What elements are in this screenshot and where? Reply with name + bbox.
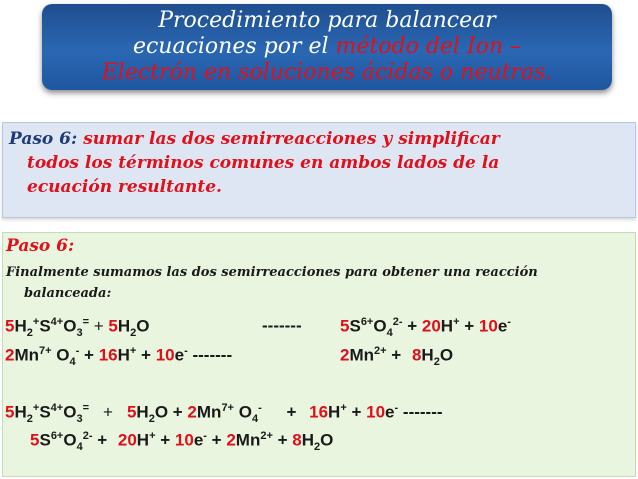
symbol: O: [373, 316, 387, 336]
main-intro: [6, 262, 630, 304]
symbol: S: [349, 316, 361, 336]
title-line-2-a: ecuaciones por el: [132, 34, 336, 59]
charge: 2+: [260, 430, 273, 442]
symbol: S: [39, 316, 51, 336]
symbol: S: [39, 402, 51, 422]
symbol: H: [440, 316, 454, 336]
charge: +: [32, 402, 40, 414]
coef: 8: [292, 430, 302, 450]
symbol: H: [14, 316, 27, 336]
charge: =: [82, 316, 89, 328]
plus: +: [92, 430, 112, 450]
equation-sum-right: [30, 430, 333, 453]
charge: +: [149, 430, 156, 442]
subscript: 2: [314, 441, 321, 454]
symbol: O: [51, 345, 70, 365]
plus: +: [272, 430, 293, 450]
equation-reduction-products: [340, 345, 453, 368]
step-description: [9, 127, 633, 199]
plus: +: [79, 345, 99, 365]
symbol: H: [301, 430, 315, 450]
symbol: e: [193, 430, 204, 450]
charge: 2-: [392, 316, 403, 328]
charge: +: [340, 402, 347, 414]
symbol: O: [63, 316, 77, 336]
equation-oxidation-arrow: -------: [262, 316, 302, 335]
coef: 16: [98, 345, 118, 365]
symbol: O: [320, 430, 334, 450]
coef: 10: [174, 430, 194, 450]
subscript: 4: [251, 413, 259, 426]
charge: +: [453, 316, 460, 328]
plus: +: [155, 430, 175, 450]
step-line-1: [9, 127, 633, 151]
charge: -: [75, 345, 80, 357]
intro-line-2: balanceada:: [24, 286, 112, 301]
charge: -: [258, 402, 262, 414]
coef: 5: [340, 316, 350, 336]
charge: +: [32, 316, 40, 328]
symbol: O: [63, 402, 77, 422]
symbol: H: [14, 402, 27, 422]
coef: 5: [30, 430, 40, 450]
step-text-a: sumar las dos semirreacciones y simplificar: [83, 129, 500, 149]
coef: 10: [366, 402, 386, 422]
coef: 20: [117, 430, 137, 450]
step-text-c: ecuación resultante.: [27, 177, 222, 197]
arrow: -------: [398, 402, 443, 422]
charge: 4+: [50, 402, 64, 414]
symbol: H: [421, 345, 434, 365]
plus: +: [89, 316, 109, 336]
title-banner: [42, 4, 612, 90]
symbol: H: [117, 316, 131, 336]
main-step-label: Paso 6:: [6, 236, 75, 256]
symbol: Mn: [196, 402, 222, 422]
charge: 2-: [82, 430, 93, 442]
coef: 5: [126, 402, 137, 422]
subscript: 2: [26, 413, 33, 426]
coef: 2: [340, 345, 350, 365]
symbol: O: [63, 430, 77, 450]
intro-line-1: Finalmente sumamos las dos semirreacciones para obtener una reacción: [6, 265, 538, 280]
equation-reduction: [5, 345, 232, 368]
subscript: 4: [76, 441, 83, 454]
symbol: H: [136, 430, 150, 450]
symbol: e: [174, 345, 185, 365]
title-line-2-b: método del Ion –: [335, 34, 522, 59]
title-line-2: [42, 34, 612, 60]
charge: -: [507, 316, 511, 328]
charge: -: [394, 402, 399, 414]
symbol: Mn: [14, 345, 40, 365]
subscript: 2: [433, 356, 440, 369]
plus: +: [386, 345, 406, 365]
coef: 2: [5, 345, 15, 365]
charge: 7+: [39, 345, 52, 357]
charge: 2+: [374, 345, 387, 357]
symbol: e: [497, 316, 508, 336]
charge: 6+: [50, 430, 64, 442]
symbol: O: [233, 402, 252, 422]
coef: 8: [411, 345, 422, 365]
charge: =: [82, 402, 89, 414]
subscript: 3: [76, 413, 83, 426]
title-line-1: Procedimiento para balancear: [158, 8, 496, 33]
coef: 10: [155, 345, 175, 365]
page-title: [42, 8, 612, 86]
coef: 16: [309, 402, 329, 422]
plus: +: [402, 316, 422, 336]
subscript: 4: [386, 327, 393, 340]
plus: +: [281, 402, 302, 422]
charge: 6+: [360, 316, 374, 328]
symbol: S: [39, 430, 51, 450]
symbol: O: [154, 402, 169, 422]
equation-oxidation-products: [340, 316, 511, 339]
symbol: Mn: [235, 430, 261, 450]
charge: -: [184, 345, 188, 357]
coef: 5: [108, 316, 118, 336]
subscript: 2: [26, 327, 33, 340]
symbol: H: [328, 402, 341, 422]
title-line-3: Electrón en soluciones ácidas o neutras.: [101, 60, 553, 85]
plus: +: [459, 316, 479, 336]
charge: -: [203, 430, 207, 442]
symbol: Mn: [349, 345, 375, 365]
arrow: -------: [187, 345, 233, 365]
plus: +: [103, 402, 113, 422]
step-label: Paso 6:: [9, 129, 84, 149]
charge: 4+: [50, 316, 64, 328]
plus: +: [168, 402, 188, 422]
subscript: 4: [69, 356, 76, 369]
plus: +: [346, 402, 367, 422]
symbol: O: [136, 316, 150, 336]
plus: +: [206, 430, 227, 450]
subscript: 2: [148, 413, 155, 426]
coef: 5: [5, 316, 15, 336]
subscript: 2: [130, 327, 137, 340]
step-description-box: [2, 122, 636, 218]
coef: 10: [478, 316, 498, 336]
symbol: O: [439, 345, 454, 365]
coef: 2: [226, 430, 236, 450]
coef: 20: [421, 316, 441, 336]
coef: 5: [5, 402, 15, 422]
symbol: H: [136, 402, 149, 422]
equation-sum-left: [5, 402, 443, 425]
symbol: e: [385, 402, 395, 422]
subscript: 3: [76, 327, 83, 340]
equation-oxidation: [5, 316, 149, 339]
charge: +: [129, 345, 137, 357]
symbol: H: [117, 345, 130, 365]
coef: 2: [187, 402, 197, 422]
step-text-b: todos los términos comunes en ambos lados de la: [27, 153, 500, 173]
plus: +: [136, 345, 156, 365]
charge: 7+: [221, 402, 234, 414]
